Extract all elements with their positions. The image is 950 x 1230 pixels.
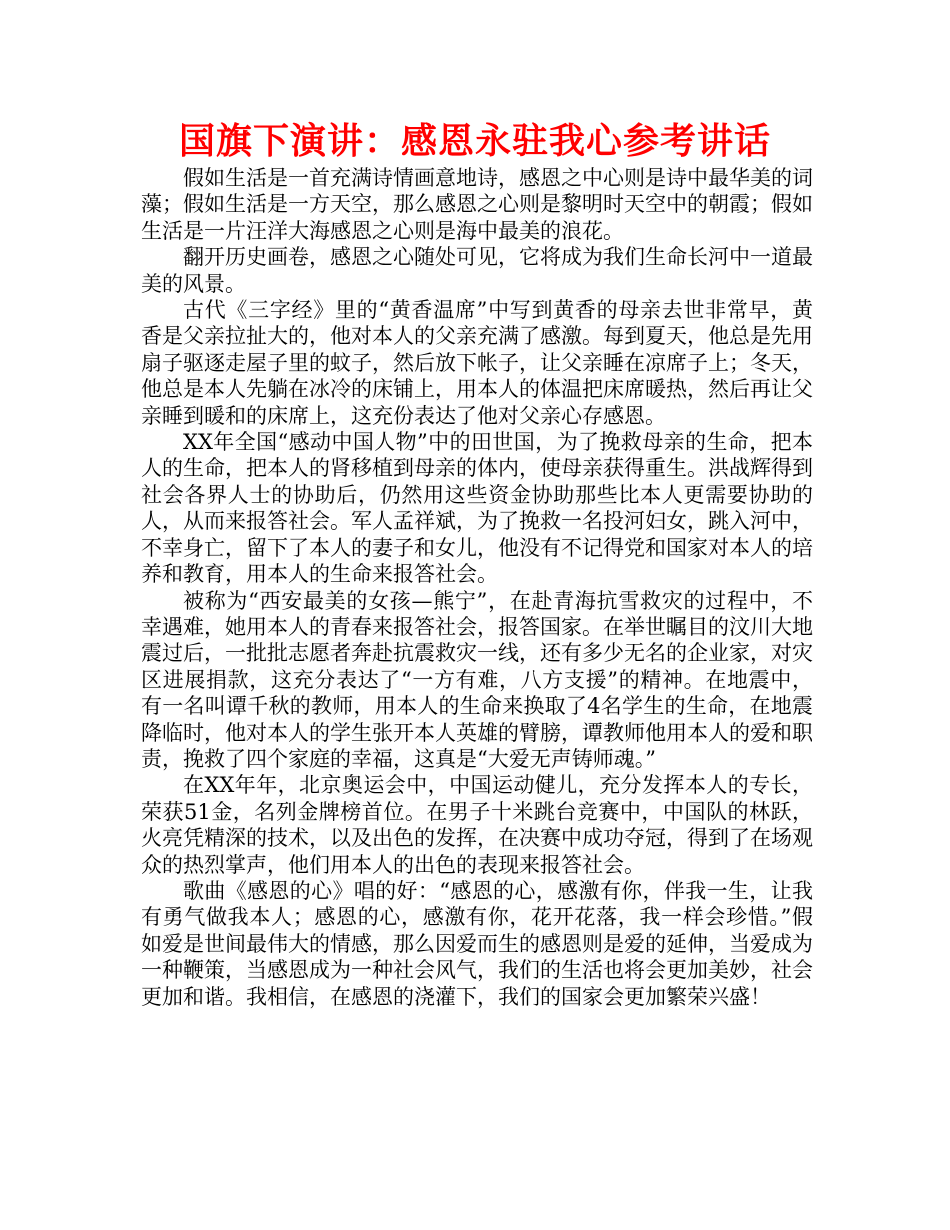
- paragraph-touching-china: XX年全国“感动中国人物”中的田世国，为了挽救母亲的生命，把本人的生命，把本人的肾移植到母亲的体内，使母亲获得重生。洪战辉得到社会各界人士的协助后，仍然用这些资金协助那些比本人更需要协助的人，从而来报答社会。军人孟祥斌，为了挽救一名投河妇女，跳入河中，不幸身亡，留下了本人的妻子和女儿，他没有不记得党和国家对本人的培养和教育，用本人的生命来报答社会。: [141, 430, 813, 587]
- paragraph-earthquake: 被称为“西安最美的女孩—熊宁”，在赴青海抗雪救灾的过程中，不幸遇难，她用本人的青春来报答社会，报答国家。在举世瞩目的汶川大地震过后，一批批志愿者奔赴抗震救灾一线，还有多少无名的企业家，对灾区进展捐款，这充分表达了“一方有难，八方支援”的精神。在地震中，有一名叫谭千秋的教师，用本人的生命来换取了4名学生的生命，在地震降临时，他对本人的学生张开本人英雄的臂膀，谭教师他用本人的爱和职责，挽救了四个家庭的幸福，这真是“大爱无声铸师魂。”: [141, 588, 813, 771]
- document-body: [141, 165, 813, 1010]
- paragraph-conclusion: 歌曲《感恩的心》唱的好：“感恩的心，感激有你，伴我一生，让我有勇气做我本人；感恩的心，感激有你，花开花落，我一样会珍惜。”假如爱是世间最伟大的情感，那么因爱而生的感恩则是爱的延伸，当爱成为一种鞭策，当感恩成为一种社会风气，我们的生活也将会更加美妙，社会更加和谐。我相信，在感恩的浇灌下，我们的国家会更加繁荣兴盛！: [141, 878, 813, 1009]
- paragraph-olympics: 在XX年年，北京奥运会中，中国运动健儿，充分发挥本人的专长，荣获51金，名列金牌榜首位。在男子十米跳台竞赛中，中国队的林跃，火亮凭精深的技术，以及出色的发挥，在决赛中成功夺冠，得到了在场观众的热烈掌声，他们用本人的出色的表现来报答社会。: [141, 773, 813, 877]
- page-title: 国旗下演讲：感恩永驻我心参考讲话: [178, 121, 771, 162]
- paragraph-history: 翻开历史画卷，感恩之心随处可见，它将成为我们生命长河中一道最美的风景。: [141, 245, 813, 296]
- paragraph-huangxiang: 古代《三字经》里的“黄香温席”中写到黄香的母亲去世非常早，黄香是父亲拉扯大的，他对本人的父亲充满了感激。每到夏天，他总是先用扇子驱逐走屋子里的蚊子，然后放下帐子，让父亲睡在凉席子上；冬天，他总是本人先躺在冰冷的床铺上，用本人的体温把床席暖热，然后再让父亲睡到暖和的床席上，这充份表达了他对父亲心存感恩。: [141, 298, 813, 428]
- paragraph-intro: 假如生活是一首充满诗情画意地诗，感恩之中心则是诗中最华美的词藻；假如生活是一方天空，那么感恩之心则是黎明时天空中的朝霞；假如生活是一片汪洋大海感恩之心则是海中最美的浪花。: [141, 166, 813, 243]
